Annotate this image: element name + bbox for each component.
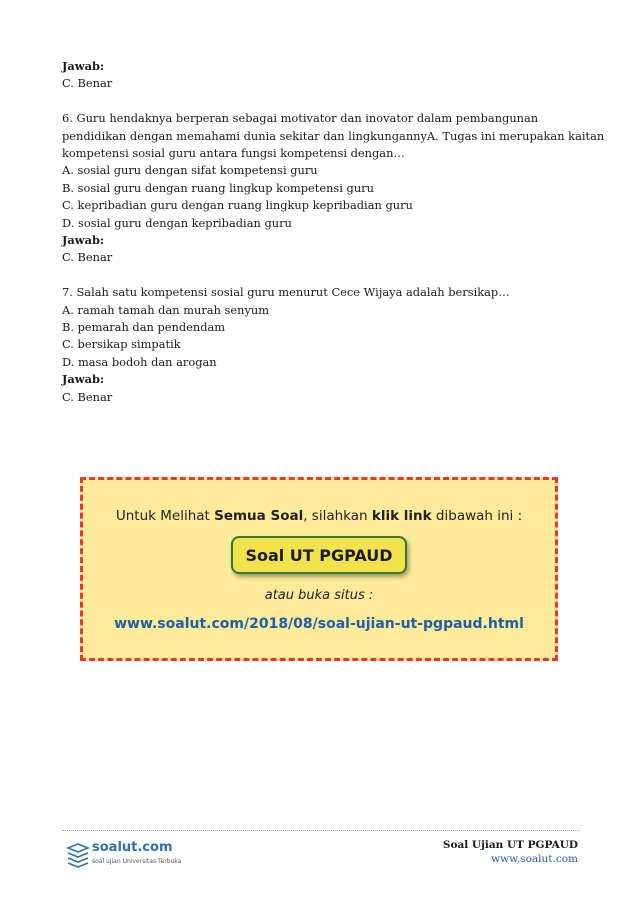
promo-alt-text: atau buka situs : xyxy=(264,588,374,603)
answer-heading: Jawab: xyxy=(62,59,105,73)
blank-line xyxy=(62,93,582,110)
promo-intro-bold-klik-link: klik link xyxy=(371,508,432,524)
promo-intro-middle: , silahkan xyxy=(303,508,372,524)
soal-ut-pgpaud-button[interactable]: Soal UT PGPAUD xyxy=(231,536,407,574)
text-line: A. sosial guru dengan sifat kompetensi guru xyxy=(62,163,318,178)
blank-line xyxy=(62,267,582,284)
text-line: 6. Guru hendaknya berperan sebagai motivator dan inovator dalam pembangunan xyxy=(62,111,539,126)
text-line: A. ramah tamah dan murah senyum xyxy=(62,302,270,317)
answer-heading: Jawab: xyxy=(62,233,105,248)
promo-intro-bold-semua-soal: Semua Soal xyxy=(214,508,304,524)
text-line: D. masa bodoh dan arogan xyxy=(62,354,217,369)
text-line: C. Benar xyxy=(62,389,113,404)
footer-divider xyxy=(62,830,580,831)
document-body xyxy=(62,58,605,406)
footer-info xyxy=(443,839,578,865)
text-line: C. Benar xyxy=(62,76,113,91)
text-line: D. sosial guru dengan kepribadian guru xyxy=(62,215,292,230)
text-line: B. sosial guru dengan ruang lingkup kompetensi guru xyxy=(62,180,374,195)
soalut-logo xyxy=(66,838,196,872)
promo-intro-suffix: dibawah ini : xyxy=(431,508,523,524)
logo-text: soalut.com xyxy=(92,840,173,855)
text-line: C. kepribadian guru dengan ruang lingkup kepribadian guru xyxy=(62,198,413,213)
text-line: pendidikan dengan memahami dunia sekitar dan lingkungannyA. Tugas ini merupakan kaitan xyxy=(62,128,605,143)
text-line: B. pemarah dan pendendam xyxy=(62,320,226,335)
text-line: kompetensi sosial guru antara fungsi kompetensi dengan… xyxy=(62,146,405,161)
book-stack-icon xyxy=(66,840,90,870)
promo-intro-prefix: Untuk Melihat xyxy=(115,508,215,524)
answer-heading: Jawab: xyxy=(62,372,105,387)
text-line: 7. Salah satu kompetensi sosial guru menurut Cece Wijaya adalah bersikap… xyxy=(62,285,510,300)
text-line: C. Benar xyxy=(62,250,113,265)
promo-url-link[interactable]: www.soalut.com/2018/08/soal-ujian-ut-pgpaud.html xyxy=(114,616,524,632)
footer-title: Soal Ujian UT PGPAUD xyxy=(442,839,578,851)
promo-box xyxy=(80,477,558,661)
footer-url-link[interactable]: www.soalut.com xyxy=(491,853,578,865)
promo-intro xyxy=(83,508,555,524)
text-line: C. bersikap simpatik xyxy=(62,337,181,352)
logo-subtext: soal ujian Universitas Terbuka xyxy=(92,858,182,865)
